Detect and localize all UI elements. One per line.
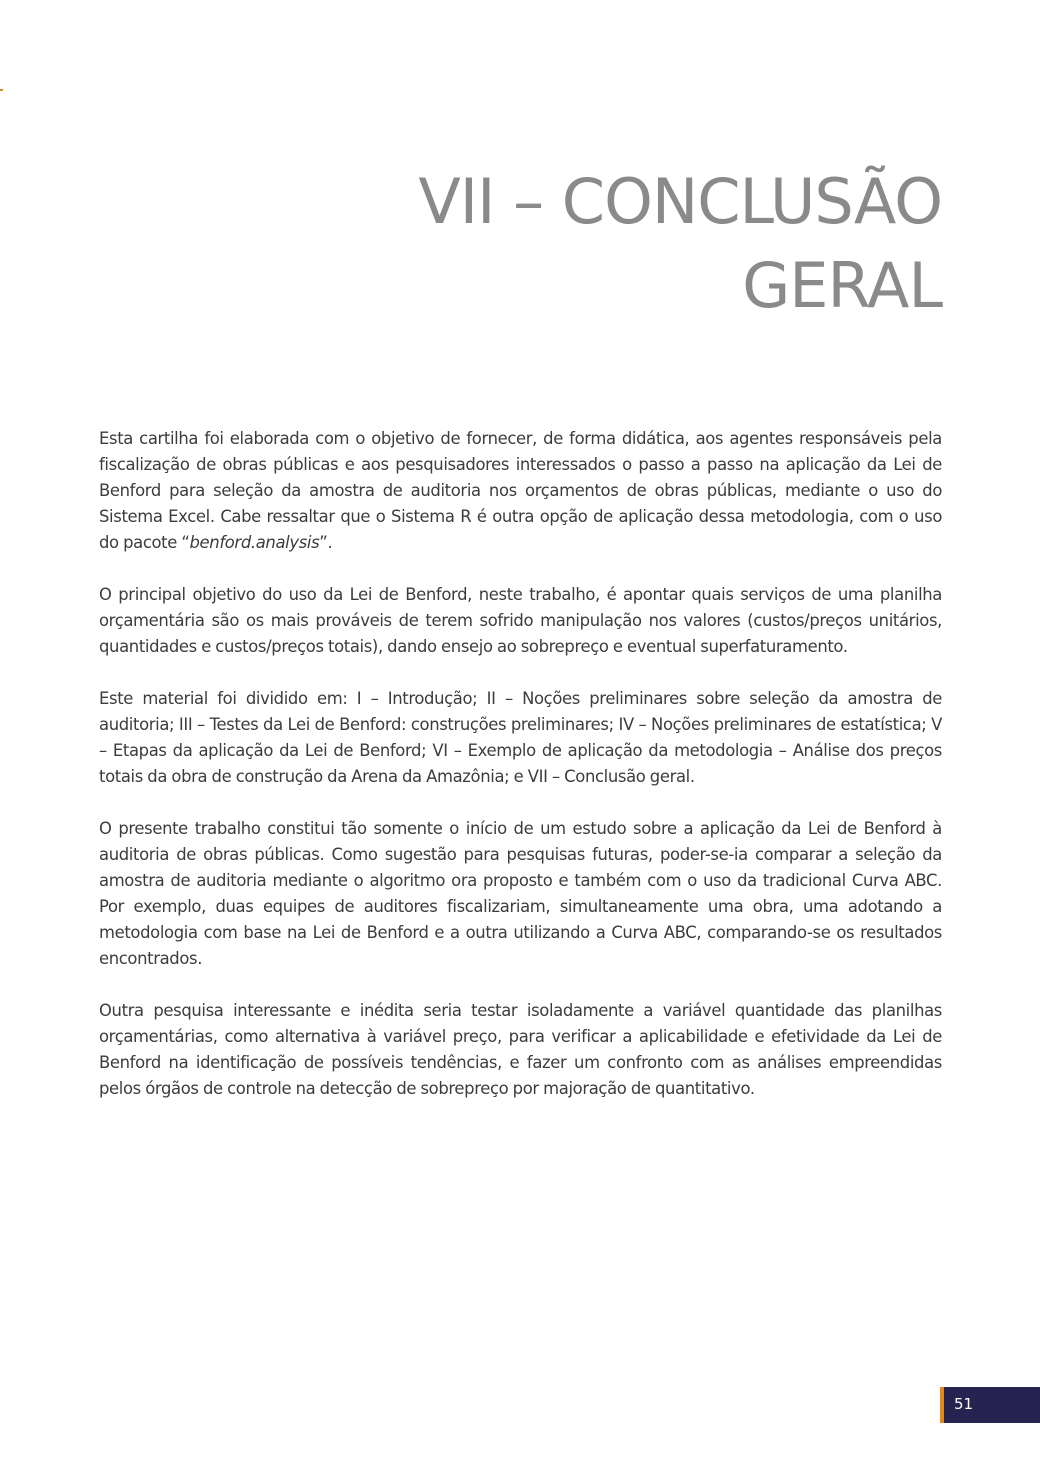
paragraph-further-research: Outra pesquisa interessante e inédita seria testar isoladamente a variável quantidade das planilhas orçamentárias, como alternativa à variável preço, para verificar a aplicabilidade e efetividade da Lei de Benford na identificação de possíveis tendências, e fazer um confronto com as análises empreendidas pelos órgãos de controle na detecção de sobrepreço por majoração de quantitativo. (99, 1001, 942, 1098)
corner-mark (0, 89, 3, 91)
package-name: benford.analysis (189, 533, 320, 552)
page-number-badge (940, 1387, 1040, 1423)
paragraph-intro (99, 426, 942, 556)
paragraph-objective: O principal objetivo do uso da Lei de Benford, neste trabalho, é apontar quais serviços de uma planilha orçamentária são os mais prováveis de terem sofrido manipulação nos valores (custos/preços unitários, quantidades e custos/preços totais), dando ensejo ao sobrepreço e eventual superfaturamento. (99, 585, 942, 656)
paragraph-structure: Este material foi dividido em: I – Introdução; II – Noções preliminares sobre seleção da amostra de auditoria; III – Testes da Lei de Benford: construções preliminares; IV – Noções preliminares de estatística; V – Etapas da aplicação da Lei de Benford; VI – Exemplo de aplicação da metodologia – Análise dos preços totais da obra de construção da Arena da Amazônia; e VII – Conclusão geral. (99, 689, 942, 786)
paragraph-future-research: O presente trabalho constitui tão somente o início de um estudo sobre a aplicação da Lei de Benford à auditoria de obras públicas. Como sugestão para pesquisas futuras, poder-se-ia comparar a seleção da amostra de auditoria mediante o algoritmo ora proposto e também com o uso da tradicional Curva ABC. Por exemplo, duas equipes de auditores fiscalizariam, simultaneamente uma obra, uma adotando a metodologia com base na Lei de Benford e a outra utilizando a Curva ABC, comparando-se os resultados encontrados. (99, 819, 942, 968)
page-title-line-1: VII – CONCLUSÃO (418, 165, 942, 238)
page-title-line-2: GERAL (742, 249, 942, 322)
paragraph-intro-text: Esta cartilha foi elaborada com o objetivo de fornecer, de forma didática, aos agentes responsáveis pela fiscalização de obras públicas e aos pesquisadores interessados o passo a passo na aplicação da Lei de Benford para seleção da amostra de auditoria nos orçamentos de obras públicas, mediante o uso do Sistema Excel. Cabe ressaltar que o Sistema R é outra opção de aplicação dessa metodologia, com o uso do pacote “ (99, 429, 942, 552)
paragraph-intro-end: ”. (319, 533, 333, 552)
page-number: 51 (954, 1395, 974, 1413)
page-title (242, 160, 942, 328)
body-text (99, 426, 942, 1128)
